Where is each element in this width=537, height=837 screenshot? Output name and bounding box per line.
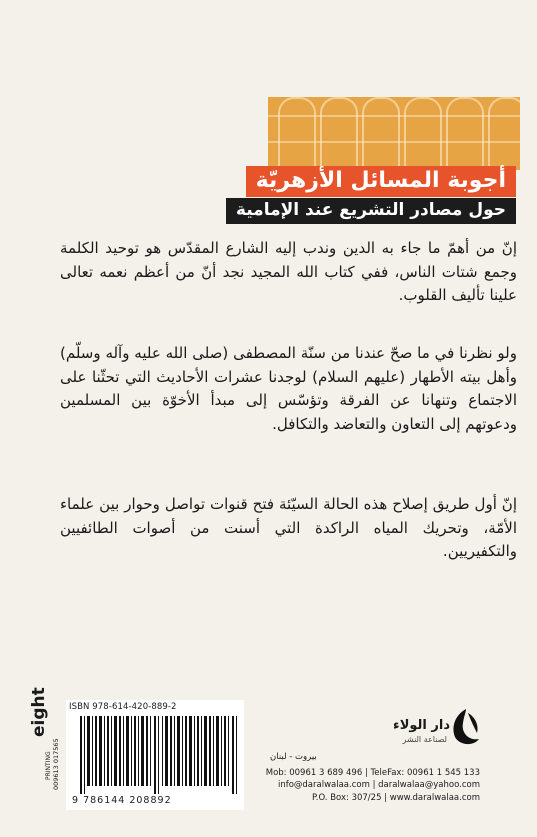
eight-logo-number: 009613 017565: [52, 738, 60, 790]
blurb-paragraph-1: إنّ من أهمّ ما جاء به الدين وندب إليه الشارع المقدّس هو توحيد الكلمة وجمع شتات الناس، ففي كتاب الله المجيد نجد أنّ من أعظم نعمه تعالى علينا تأليف القلوب.: [60, 239, 517, 304]
book-subtitle: حول مصادر التشريع عند الإمامية: [226, 198, 516, 224]
publisher-address: P.O. Box: 307/25 | www.daralwalaa.com: [311, 793, 480, 803]
barcode-icon: [80, 716, 238, 794]
publisher-city: بيروت - لبنان: [270, 752, 317, 762]
eight-logo-sub: PRINTING: [45, 751, 52, 780]
publisher-logo-icon: [449, 707, 483, 747]
eight-logo: eight: [29, 687, 49, 737]
publisher-name: دار الولاء: [393, 718, 450, 733]
blurb-paragraph-2: ولو نظرنا في ما صحّ عندنا من سنّة المصطفى (صلى الله عليه وآله وسلّم) وأهل بيته الأطهار (عليهم السلام) لوجدنا عشرات الأحاديث التي تحثّنا على الاجتماع وتنهانا عن الفرقة وتؤسّس إلى مبدأ الأخوّة بين المسلمين ودعوتهم إلى التعاون والتعاضد والتكافل.: [60, 344, 517, 433]
publisher-emails: info@daralwalaa.com | daralwalaa@yahoo.com: [277, 780, 480, 790]
cover-banner-image: [268, 97, 520, 170]
book-title: أجوبة المسائل الأزهريّة: [246, 166, 516, 197]
barcode-digits: 9 786144 208892: [72, 795, 172, 806]
isbn-label: ISBN 978-614-420-889-2: [69, 702, 177, 712]
publisher-phones: Mob: 00961 3 689 496 | TeleFax: 00961 1 545 133: [265, 768, 480, 778]
publisher-tagline: لصناعة النشر: [402, 735, 447, 744]
blurb-paragraph-3: إنّ أول طريق إصلاح هذه الحالة السيّئة فتح قنوات تواصل وحوار بين علماء الأمّة، وتحريك المياه الراكدة التي أسنت من أصوات الطائفيين والتكفيريين.: [60, 495, 517, 560]
